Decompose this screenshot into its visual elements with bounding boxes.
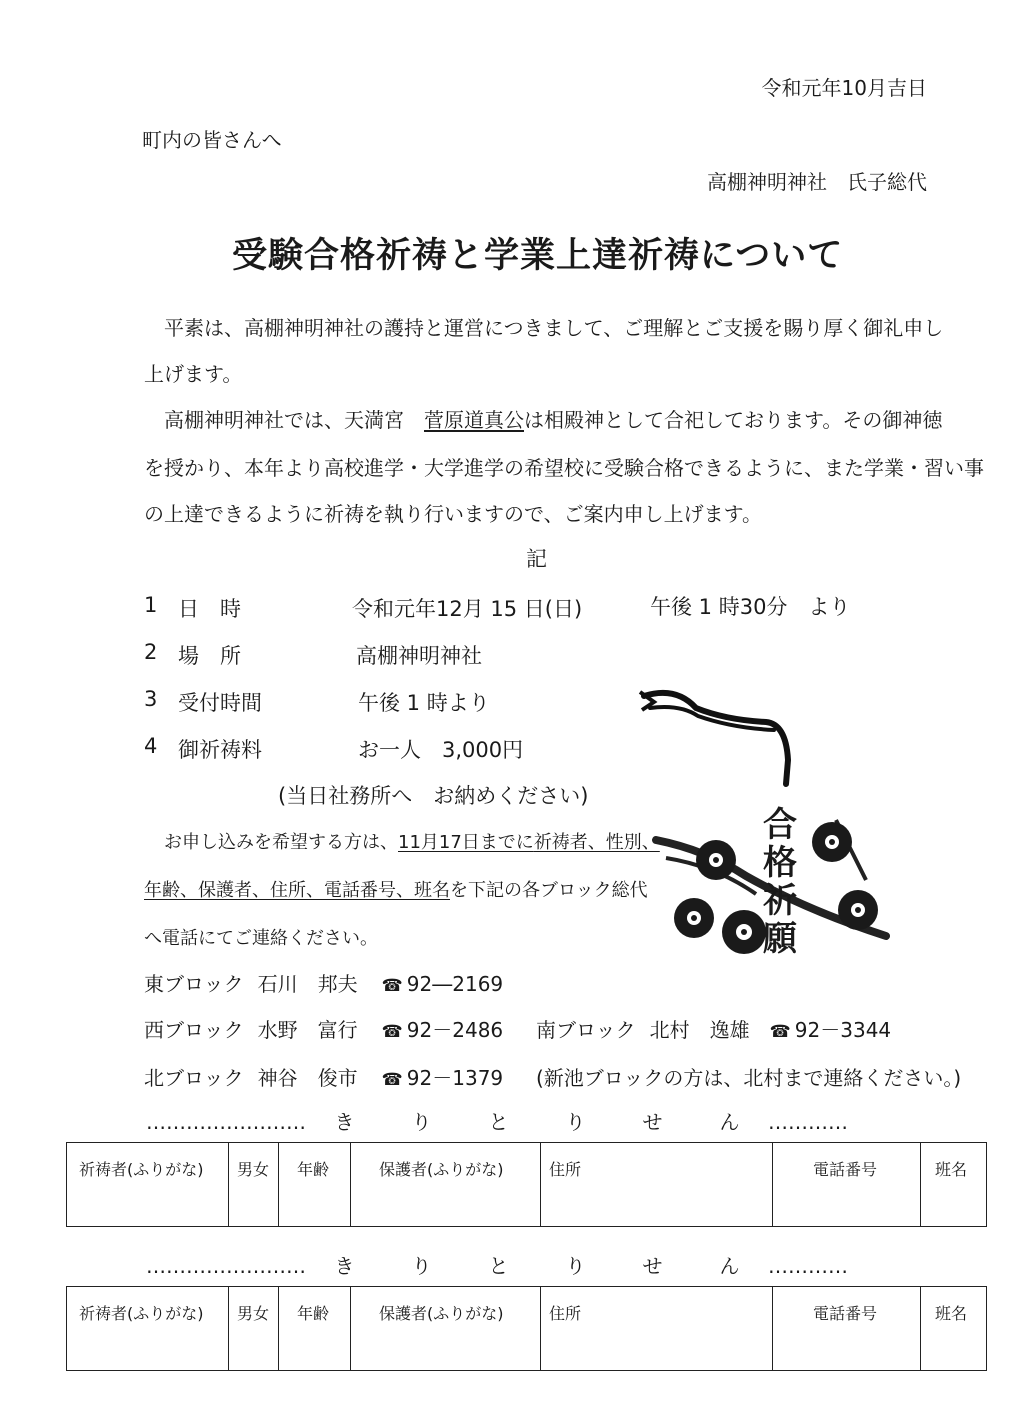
p2-underlined-name: 菅原道真公 <box>424 408 524 432</box>
field-phone[interactable] <box>773 1287 921 1371</box>
cutline-dots: ………… <box>768 1110 848 1134</box>
contact-tel: 92－1379 <box>406 1066 504 1090</box>
detail-2-num: 2 <box>144 640 158 664</box>
form-row <box>67 1287 987 1371</box>
sender: 高棚神明神社 氏子総代 <box>707 170 927 194</box>
paragraph-2-line-1 <box>164 404 942 433</box>
p2-pre: 高棚神明神社では、天満宮 <box>164 408 424 432</box>
cutline-char: せ <box>642 1110 663 1134</box>
field-label: 保護者(ふりがな) <box>379 1160 504 1179</box>
field-label: 男女 <box>237 1304 270 1323</box>
field-label: 保護者(ふりがな) <box>379 1304 504 1323</box>
contact-name: 水野 富行 <box>257 1018 358 1042</box>
phone-icon: ☎ <box>769 1022 791 1042</box>
phone-icon: ☎ <box>381 1022 403 1042</box>
apply-l1-c: 祈祷者、性別、 <box>533 832 660 853</box>
field-guardian[interactable] <box>351 1287 541 1371</box>
application-form-1 <box>66 1142 987 1227</box>
paragraph-1-line-1: 平素は、高棚神明神社の護持と運営につきまして、ご理解とご支援を賜り厚く御礼申し <box>164 316 944 340</box>
field-address[interactable] <box>541 1287 773 1371</box>
apply-line-2 <box>144 876 648 902</box>
contact-block: 東ブロック <box>144 972 244 996</box>
phone-icon: ☎ <box>381 976 403 996</box>
plum-flower-icon <box>838 890 878 930</box>
paragraph-1-line-2: 上げます。 <box>144 362 243 386</box>
cutline-char: き <box>334 1254 355 1278</box>
cutline-char: ん <box>719 1110 740 1134</box>
plum-flower-icon <box>674 898 714 938</box>
cutline-char: り <box>565 1110 586 1134</box>
field-label: 祈祷者(ふりがな) <box>79 1160 204 1179</box>
phone-icon: ☎ <box>381 1070 403 1090</box>
paragraph-2-line-3: の上達できるように祈祷を執り行いますので、ご案内申し上げます。 <box>144 502 762 526</box>
document-date: 令和元年10月吉日 <box>761 76 927 100</box>
cutline-char: ん <box>719 1254 740 1278</box>
field-label: 年齢 <box>297 1160 330 1179</box>
field-age[interactable] <box>279 1287 351 1371</box>
ki-heading: 記 <box>526 547 547 571</box>
detail-1-extra: 午後 1 時30分 より <box>650 595 851 619</box>
field-inoru-sha[interactable] <box>67 1287 229 1371</box>
form-row <box>67 1143 987 1227</box>
plum-flower-icon <box>812 822 852 862</box>
field-gender[interactable] <box>229 1143 279 1227</box>
detail-3-label: 受付時間 <box>178 691 262 715</box>
cutline-char: き <box>334 1110 355 1134</box>
field-label: 住所 <box>549 1304 582 1323</box>
cutline-dots: ………… <box>768 1254 848 1278</box>
detail-2-value: 高棚神明神社 <box>356 644 482 668</box>
contact-name: 神谷 俊市 <box>257 1066 358 1090</box>
cutline-char: り <box>411 1254 432 1278</box>
apply-l2-b: を下記の各ブロック総代 <box>450 880 648 901</box>
detail-1-value: 令和元年12月 15 日(日) <box>352 597 583 621</box>
cutline-dots: …………………… <box>146 1110 306 1134</box>
contact-name: 石川 邦夫 <box>257 972 358 996</box>
application-form-2 <box>66 1286 987 1371</box>
field-label: 年齢 <box>297 1304 330 1323</box>
field-label: 男女 <box>237 1160 270 1179</box>
cut-line-2 <box>146 1250 848 1279</box>
detail-3-value: 午後 1 時より <box>358 691 490 715</box>
contact-name: 北村 逸雄 <box>649 1018 750 1042</box>
field-inoru-sha[interactable] <box>67 1143 229 1227</box>
contact-tel: 92―2169 <box>406 972 504 996</box>
contact-west <box>144 1014 503 1043</box>
gokaku-kigan-text <box>760 806 800 958</box>
apply-required-items: 年齢、保護者、住所、電話番号、班名 <box>144 880 450 901</box>
detail-1-num: 1 <box>144 593 158 617</box>
paragraph-2-line-2: を授かり、本年より高校進学・大学進学の希望校に受験合格できるように、また学業・習い事 <box>144 456 984 480</box>
apply-deadline: 11月17日までに <box>398 832 534 853</box>
cutline-char: と <box>488 1254 509 1278</box>
field-address[interactable] <box>541 1143 773 1227</box>
cutline-char: せ <box>642 1254 663 1278</box>
field-han[interactable] <box>921 1287 987 1371</box>
cut-line-1 <box>146 1106 848 1135</box>
recipient: 町内の皆さんへ <box>142 128 282 152</box>
plum-flower-icon <box>696 840 736 880</box>
field-label: 班名 <box>935 1304 968 1323</box>
illustration-char: 願 <box>763 919 797 959</box>
detail-2-label: 場 所 <box>178 644 241 668</box>
illustration-char: 合 <box>763 805 797 845</box>
contact-block: 北ブロック <box>144 1066 244 1090</box>
contact-south <box>536 1014 891 1043</box>
field-guardian[interactable] <box>351 1143 541 1227</box>
contact-block: 南ブロック <box>536 1018 636 1042</box>
apply-line-1 <box>164 828 660 854</box>
field-age[interactable] <box>279 1143 351 1227</box>
contact-tel: 92－2486 <box>406 1018 504 1042</box>
illustration-char: 格 <box>763 843 797 883</box>
illustration-char: 祈 <box>763 881 797 921</box>
contact-north <box>144 1062 503 1091</box>
field-gender[interactable] <box>229 1287 279 1371</box>
field-label: 班名 <box>935 1160 968 1179</box>
p2-post: は相殿神として合祀しております。その御神徳 <box>524 408 943 432</box>
cutline-char: り <box>565 1254 586 1278</box>
apply-l1-a: お申し込みを希望する方は、 <box>164 832 398 853</box>
field-label: 住所 <box>549 1160 582 1179</box>
apply-line-3: へ電話にてご連絡ください。 <box>144 928 378 949</box>
page-title: 受験合格祈祷と学業上達祈祷について <box>232 236 844 276</box>
cutline-char: り <box>411 1110 432 1134</box>
cutline-char: と <box>488 1110 509 1134</box>
contact-tel: 92－3344 <box>794 1018 892 1042</box>
detail-1-label: 日 時 <box>178 597 241 621</box>
shinike-note: (新池ブロックの方は、北村まで連絡ください。) <box>536 1066 962 1090</box>
detail-4-value: お一人 3,000円 <box>358 738 524 762</box>
payment-note: (当日社務所へ お納めください) <box>278 784 589 808</box>
field-han[interactable] <box>921 1143 987 1227</box>
field-label: 祈祷者(ふりがな) <box>79 1304 204 1323</box>
detail-4-num: 4 <box>144 734 158 758</box>
field-label: 電話番号 <box>813 1160 878 1179</box>
cutline-dots: …………………… <box>146 1254 306 1278</box>
contact-block: 西ブロック <box>144 1018 244 1042</box>
field-label: 電話番号 <box>813 1304 878 1323</box>
detail-3-num: 3 <box>144 687 158 711</box>
contact-east <box>144 968 503 997</box>
detail-4-label: 御祈祷料 <box>178 738 262 762</box>
field-phone[interactable] <box>773 1143 921 1227</box>
